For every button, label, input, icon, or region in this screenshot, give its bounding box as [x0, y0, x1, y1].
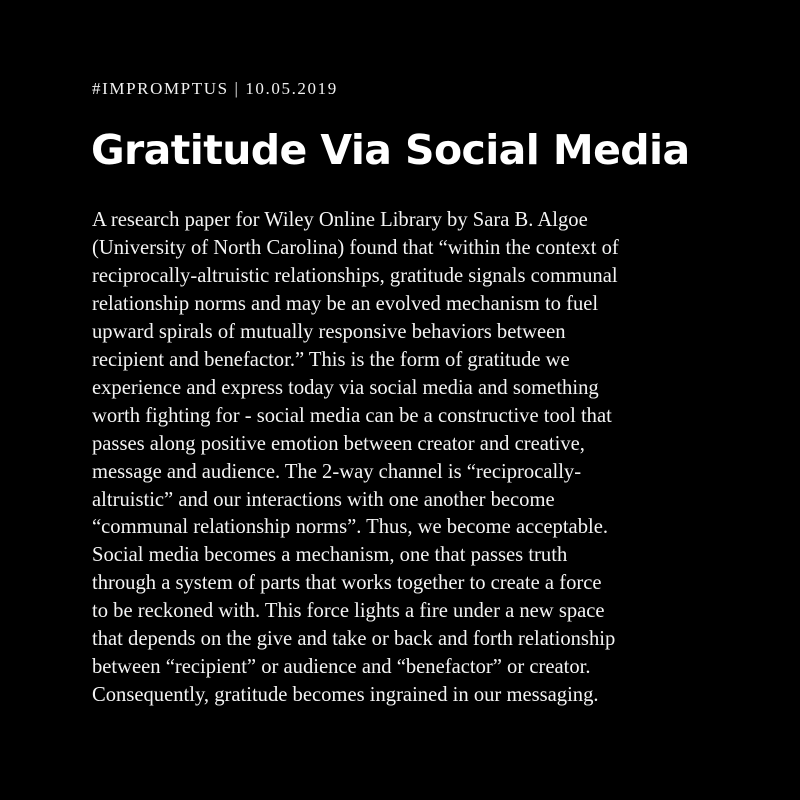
body-line: altruistic” and our interactions with one another become: [92, 488, 555, 511]
body-line: through a system of parts that works together to create a force: [92, 572, 602, 595]
body-line: passes along positive emotion between creator and creative,: [92, 432, 585, 455]
body-line: “communal relationship norms”. Thus, we become acceptable.: [92, 516, 608, 539]
category-date-label: #IMPROMPTUS | 10.05.2019: [92, 79, 338, 98]
body-line: between “recipient” or audience and “benefactor” or creator.: [92, 656, 591, 679]
body-line: to be reckoned with. This force lights a fire under a new space: [92, 600, 605, 623]
body-line: worth fighting for - social media can be a constructive tool that: [92, 404, 612, 427]
body-line: Social media becomes a mechanism, one that passes truth: [92, 544, 568, 567]
body-line: relationship norms and may be an evolved mechanism to fuel: [92, 292, 599, 315]
body-line: that depends on the give and take or back and forth relationship: [92, 628, 616, 651]
body-line: message and audience. The 2-way channel is “reciprocally-: [92, 460, 582, 483]
article-title: Gratitude Via Social Media: [91, 126, 690, 174]
article-body: [92, 207, 732, 710]
body-line: reciprocally-altruistic relationships, gratitude signals communal: [92, 264, 618, 287]
body-line: recipient and benefactor.” This is the form of gratitude we: [92, 348, 570, 371]
body-line: A research paper for Wiley Online Library by Sara B. Algoe: [92, 209, 588, 231]
body-line: experience and express today via social media and something: [92, 376, 599, 399]
body-line: Consequently, gratitude becomes ingrained in our messaging.: [92, 684, 599, 707]
body-line: upward spirals of mutually responsive behaviors between: [92, 320, 566, 343]
body-line: (University of North Carolina) found that “within the context of: [92, 236, 619, 259]
